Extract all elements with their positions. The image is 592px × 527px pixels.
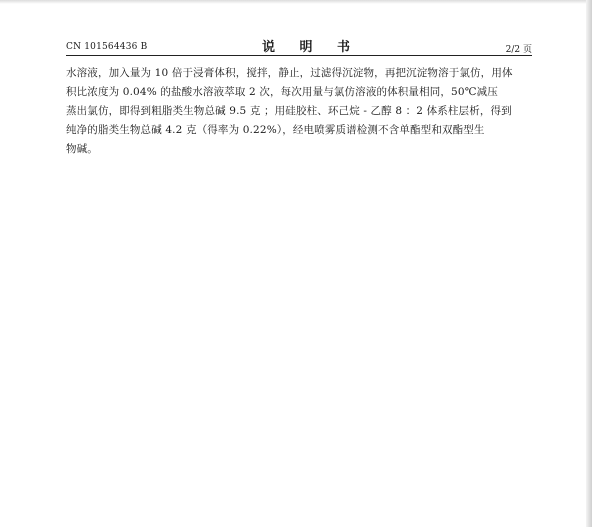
text-line: 水溶液，加入量为 10 倍于浸膏体积，搅拌，静止，过滤得沉淀物，再把沉淀物溶于氯仿，用体 bbox=[66, 67, 513, 79]
text-line: 纯净的脂类生物总碱 4.2 克（得率为 0.22%），经电喷雾质谱检测不含单酯型和双酯型生 bbox=[66, 124, 485, 136]
text-line: 蒸出氯仿，即得到粗脂类生物总碱 9.5 克 ；用硅胶柱、环己烷 - 乙醇 8 ：2 体系柱层析，得到 bbox=[66, 105, 512, 117]
body-text bbox=[66, 64, 536, 159]
page-title: 说 明 书 bbox=[262, 40, 361, 55]
page-number: 2/2 页 bbox=[505, 45, 532, 55]
text-line: 物碱。 bbox=[66, 143, 98, 155]
patent-number: CN 101564436 B bbox=[66, 42, 148, 52]
header-divider bbox=[66, 55, 532, 56]
page-header bbox=[66, 36, 532, 54]
page-top-edge bbox=[0, 0, 592, 4]
text-line: 积比浓度为 0.04% 的盐酸水溶液萃取 2 次，每次用量与氯仿溶液的体积量相同，50℃减压 bbox=[66, 86, 498, 98]
page-right-edge bbox=[586, 0, 592, 527]
